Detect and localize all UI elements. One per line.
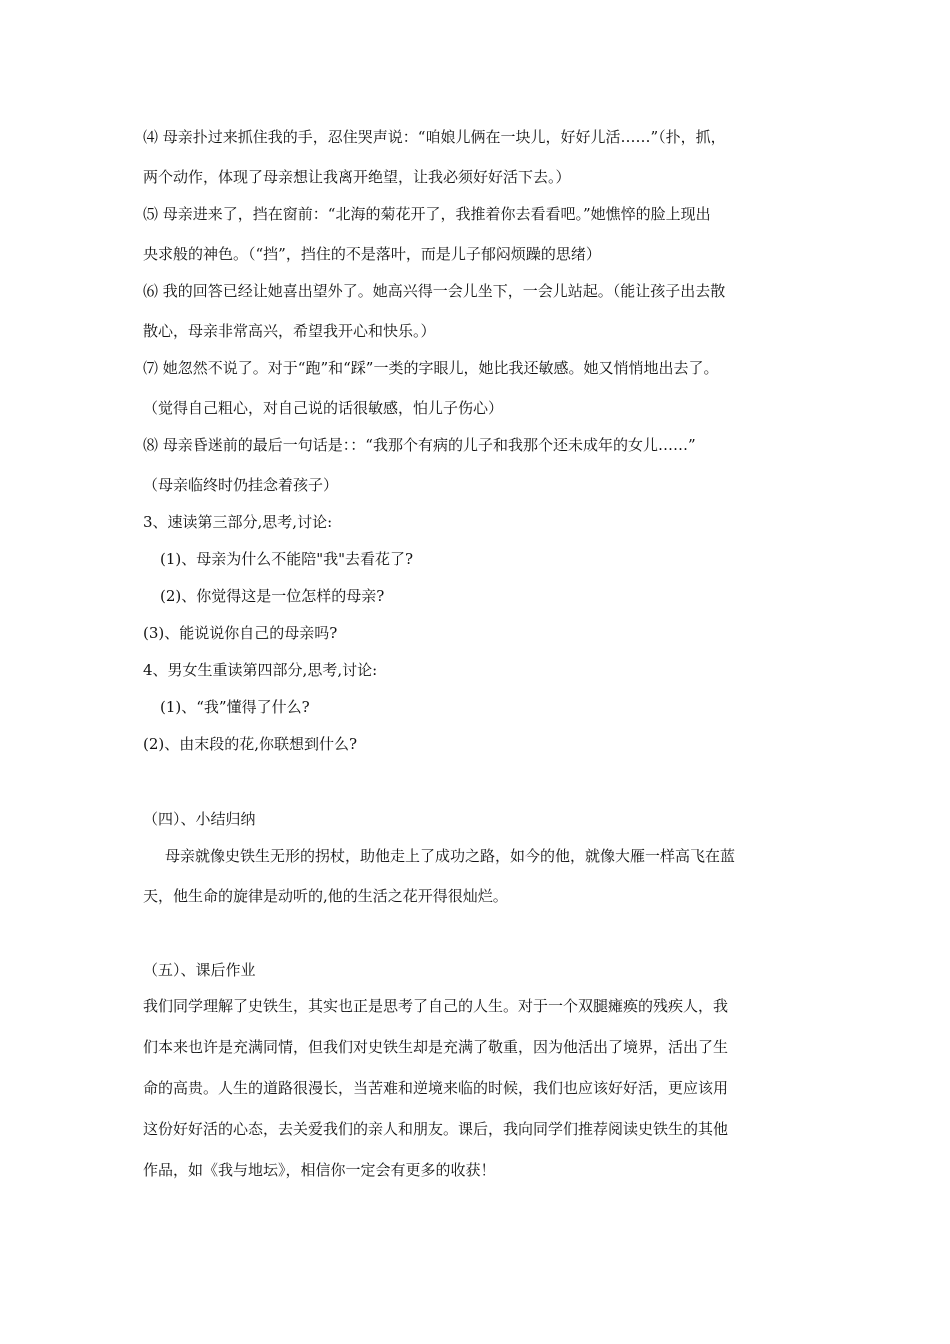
summary-heading: （四）、小结归纳 — [143, 810, 256, 828]
task3-question-1: (1)、母亲为什么不能陪"我"去看花了? — [160, 550, 414, 568]
analysis-item-4-line-2: 两个动作，体现了母亲想让我离开绝望，让我必须好好活下去。） — [143, 168, 571, 186]
analysis-item-5-line-1: ⑸ 母亲进来了，挡在窗前：“北海的菊花开了，我推着你去看看吧。”她憔悴的脸上现出 — [143, 205, 711, 223]
task3-question-2: (2)、你觉得这是一位怎样的母亲? — [160, 587, 385, 605]
analysis-item-8-line-1: ⑻ 母亲昏迷前的最后一句话是：：“我那个有病的儿子和我那个还未成年的女儿……” — [143, 436, 696, 454]
analysis-item-8-line-2: （母亲临终时仍挂念着孩子） — [143, 476, 339, 494]
analysis-item-4-line-1: ⑷ 母亲扑过来抓住我的手，忍住哭声说：“咱娘儿俩在一块儿，好好儿活……”（扑，抓， — [143, 128, 726, 146]
homework-heading: （五）、课后作业 — [143, 961, 256, 979]
homework-line-5: 作品，如《我与地坛》，相信你一定会有更多的收获！ — [143, 1161, 496, 1179]
summary-line-2: 天，他生命的旋律是动听的,他的生活之花开得很灿烂。 — [143, 887, 508, 905]
summary-line-1: 母亲就像史铁生无形的拐杖，助他走上了成功之路，如今的他，就像大雁一样高飞在蓝 — [165, 847, 736, 865]
homework-line-1: 我们同学理解了史铁生，其实也正是思考了自己的人生。对于一个双腿瘫痪的残疾人，我 — [143, 997, 729, 1015]
task3-question-3: (3)、能说说你自己的母亲吗? — [143, 624, 338, 642]
homework-line-2: 们本来也许是充满同情，但我们对史铁生却是充满了敬重，因为他活出了境界，活出了生 — [143, 1038, 729, 1056]
homework-line-4: 这份好好活的心态，去关爱我们的亲人和朋友。课后，我向同学们推荐阅读史铁生的其他 — [143, 1120, 729, 1138]
analysis-item-6-line-2: 散心，母亲非常高兴，希望我开心和快乐。） — [143, 322, 436, 340]
analysis-item-7-line-1: ⑺ 她忽然不说了。对于“跑”和“踩”一类的字眼儿，她比我还敏感。她又悄悄地出去了。 — [143, 359, 719, 377]
task4-question-1: (1)、“我”懂得了什么? — [160, 698, 310, 716]
analysis-item-7-line-2: （觉得自己粗心，对自己说的话很敏感，怕儿子伤心） — [143, 399, 504, 417]
analysis-item-6-line-1: ⑹ 我的回答已经让她喜出望外了。她高兴得一会儿坐下，一会儿站起。（能让孩子出去散 — [143, 282, 726, 300]
task4-title: 4、男女生重读第四部分,思考,讨论: — [143, 661, 378, 679]
homework-line-3: 命的高贵。人生的道路很漫长，当苦难和逆境来临的时候，我们也应该好好活，更应该用 — [143, 1079, 729, 1097]
task4-question-2: (2)、由末段的花,你联想到什么? — [143, 735, 358, 753]
task3-title: 3、速读第三部分,思考,讨论: — [143, 513, 333, 531]
analysis-item-5-line-2: 央求般的神色。（“挡”，挡住的不是落叶，而是儿子郁闷烦躁的思绪） — [143, 245, 601, 263]
